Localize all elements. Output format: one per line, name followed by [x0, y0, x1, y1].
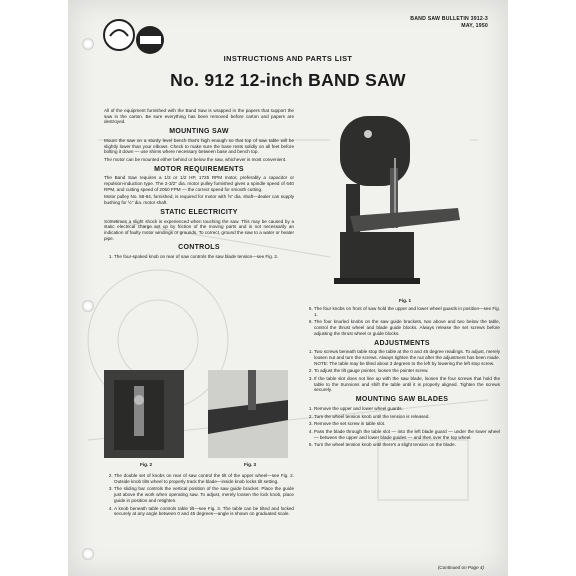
right-column — [304, 306, 500, 450]
bulletin-info — [410, 16, 488, 29]
mounting-blades-list — [304, 406, 500, 448]
motor-requirements-paragraph-1: The Band Saw requires a 1/3 or 1/2 HP, 1725 RPM motor, preferably a capacitor or repulsion-induction type. The 2-3/2" dia. motor pulley furnished gives a spindle speed of 640 RPM, and cutting speed of 2050 FPM — the correct speed for smooth cutting. — [104, 175, 294, 192]
adjustments-list — [304, 349, 500, 393]
adjustments-item-2: 2. To adjust the tilt gauge pointer, loosen the pointer screw. — [314, 368, 500, 374]
static-electricity-paragraph: Sometimes a slight shock is experienced when touching the saw. This may be caused by a static electrical charge set up by friction of the moving parts and is not necessarily an indication of faulty motor windings or grounds. To correct, ground the saw to a water or heater pipe. — [104, 218, 294, 241]
figure-3-caption: Fig. 3 — [244, 462, 256, 467]
figure-3-illustration — [208, 370, 288, 458]
binder-hole — [82, 38, 94, 50]
mounting-saw-blades-heading: MOUNTING SAW BLADES — [355, 396, 449, 404]
binder-hole — [82, 300, 94, 312]
page-subtitle: INSTRUCTIONS AND PARTS LIST — [223, 54, 353, 63]
adjustments-item-3: 3. If the table slot does not line up with the saw blade, loosen the four screws that hold the table to the trunnions and shift the table until it is properly aligned. Tighten the screws securely. — [314, 376, 500, 393]
controls-item-5: 5. The four knobs on front of saw hold the upper and lower wheel guards in position—see Fig. 1. — [314, 306, 500, 317]
mounting-blades-item-1: 1. Remove the upper and lower wheel guards. — [314, 406, 500, 412]
controls-list-continued — [104, 473, 294, 517]
controls-list — [104, 254, 294, 260]
static-electricity-heading: STATIC ELECTRICITY — [160, 208, 238, 216]
photo-figure-2 — [104, 370, 184, 458]
mounting-blades-item-2: 2. Turn the wheel tension knob until the tension is released. — [314, 414, 500, 420]
controls-item-6: 6. The four knurled knobs on the saw guide brackets, two above and two below the table, control the thrust wheel and blade guide blocks. Always release the set screws before adjusting the thrust wheel or guide blocks. — [314, 319, 500, 336]
delta-brand-logo — [102, 18, 172, 58]
controls-heading: CONTROLS — [178, 244, 220, 252]
bulletin-date: MAY, 1950 — [461, 22, 488, 29]
figure-1-caption: Fig. 1 — [399, 298, 411, 303]
mounting-blades-item-5: 5. Turn the wheel tension knob until there's a slight tension on the blade. — [314, 442, 500, 448]
continued-note: (Continued on Page 4) — [437, 565, 484, 570]
controls-list-right — [304, 306, 500, 337]
mounting-saw-paragraph-2: The motor can be mounted either behind or below the saw, whichever is most convenient. — [104, 156, 287, 162]
controls-item-3: 3. The sliding bar controls the vertical position of the saw guide bracket. Place the guide just above the work when operating saw. To adjust, merely loosen the lock knob, place guide in position and retighten. — [114, 486, 294, 503]
mounting-blades-item-3: 3. Remove the set screw in table slot. — [314, 421, 500, 427]
left-column-lower — [104, 473, 294, 519]
controls-item-2: 2. The double set of knobs on rear of saw control the tilt of the upper wheel—see Fig. 2. Outside knob tilts wheel to properly track the blade—inside knob locks tilt setting. — [114, 473, 294, 484]
figure-2-caption: Fig. 2 — [140, 462, 152, 467]
document-page — [68, 0, 508, 576]
bulletin-number: BAND SAW BULLETIN 3912-3 — [410, 16, 488, 22]
motor-requirements-paragraph-2: Motor pulley No. 58-84, furnished, is required for motor with ⅝" dia. shaft—dealer can supply bushing for ½" dia. motor shaft. — [104, 194, 294, 206]
motor-requirements-heading: MOTOR REQUIREMENTS — [154, 165, 244, 173]
left-column-upper — [104, 108, 294, 262]
binder-hole — [82, 548, 94, 560]
page-title: No. 912 12-inch BAND SAW — [170, 70, 406, 90]
adjustments-note: NOTE: The table may be tilted about 3 degrees to the left by lowering the left stop screw. — [314, 360, 495, 366]
controls-item-4: 4. A knob beneath table controls table tilt—see Fig. 3. The table can be tilted and locked securely at any angle between 0 and 45 degrees—angle is shown on graduated scale. — [114, 506, 294, 517]
adjustments-heading: ADJUSTMENTS — [374, 339, 430, 347]
mounting-saw-heading: MOUNTING SAW — [169, 128, 229, 136]
intro-paragraph: All of the equipment furnished with the Band Saw is wrapped in the papers that support the saw in the carton. Be sure everything has been removed before carton and papers are destroyed. — [104, 108, 294, 125]
controls-item-1: 1. The four-spoked knob on rear of saw controls the saw blade tension—see Fig. 2. — [114, 254, 294, 260]
mounting-blades-item-4: 4. Pass the blade through the table slot — into the left blade guard — under the lower wheel — between the upper and lower blade guides — and then over the top wheel. — [314, 429, 500, 440]
figure-2-illustration — [104, 370, 184, 458]
band-saw-figure-1 — [330, 108, 470, 294]
photo-figure-3 — [208, 370, 288, 458]
adjustments-item-1-text: Two screws beneath table stop the table at the 0 and 45 degree readings. To adjust, merely loosen nut and turn the screws. Always tighten the nut after the adjustment has been made. — [314, 349, 500, 360]
mounting-saw-paragraph-1: Mount the saw on a sturdy level bench that's high enough so that top of saw table will be slightly lower than your elbows. Check to make sure the base rests solidly on all feet before bolting it down — use shims where necessary between base and bench top. — [104, 137, 294, 155]
adjustments-item-1 — [314, 349, 500, 366]
